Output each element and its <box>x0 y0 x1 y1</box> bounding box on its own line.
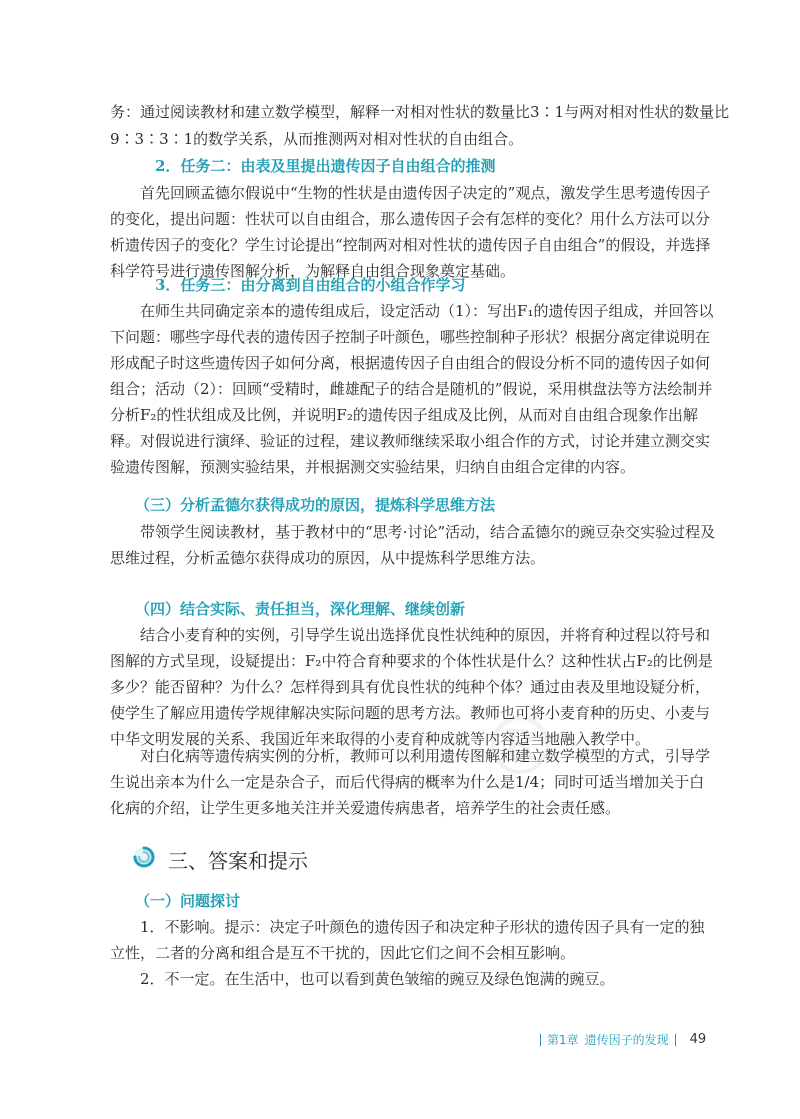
paragraph-task3: 在师生共同确定亲本的遗传组成后，设定活动（1）：写出F₁的遗传因子组成，并回答以下问题：哪些字母代表的遗传因子控制子叶颜色，哪些控制种子形状？根据分离定律说明在形成配子时这些遗传因子如何分离，根据遗传因子自由组合的假设分析不同的遗传因子如何组合；活动（2）：回顾“受精时，雌雄配子的结合是随机的”假说，采用棋盘法等方法绘制并分析F₂的性状组成及比例，并说明F₂的遗传因子组成及比例，从而对自由组合现象作出解释。 <box>110 302 714 450</box>
paragraph-deduction: 对假说进行演绎、验证的过程，建议教师继续采取小组合作的方式，讨论并建立测交实验遗传图解，预测实验结果，并根据测交实验结果，归纳自由组合定律的内容。 <box>110 432 711 476</box>
heading-task2: 2．任务二：由表及里提出遗传因子自由组合的推测 <box>155 157 496 175</box>
footer-divider <box>540 1034 541 1046</box>
paragraph-mendel: 带领学生阅读教材，基于教材中的“思考·讨论”活动，结合孟德尔的豌豆杂交实验过程及思维过程，分析孟德尔获得成功的原因，从中提炼科学思维方法。 <box>110 523 716 567</box>
paragraph-task2: 首先回顾孟德尔假说中“生物的性状是由遗传因子决定的”观点，激发学生思考遗传因子的变化，提出问题：性状可以自由组合，那么遗传因子会有怎样的变化？用什么方法可以分析遗传因子的变化？学生讨论提出“控制两对相对性状的遗传因子自由组合”的假设，并选择科学符号进行遗传图解分析，为解释自由组合现象奠定基础。 <box>110 184 711 280</box>
paragraph-line: 9∶3∶3∶1的数学关系，从而推测两对相对性状的自由组合。 <box>110 130 524 148</box>
heading-section-4: （四）结合实际、责任担当，深化理解、继续创新 <box>135 600 466 618</box>
page-footer <box>540 1031 720 1048</box>
section-title <box>132 844 308 874</box>
paragraph-line: 务：通过阅读教材和建立数学模型，解释一对相对性状的数量比3∶1与两对相对性状的数量比 <box>110 103 730 121</box>
footer-chapter: 第1章 <box>547 1033 579 1047</box>
heading-questions: （一）问题探讨 <box>135 892 241 910</box>
answer-1: 1．不影响。提示：决定子叶颜色的遗传因子和决定种子形状的遗传因子具有一定的独立性，二者的分离和组合是互不干扰的，因此它们之间不会相互影响。 <box>110 918 705 962</box>
heading-section-3: （三）分析孟德尔获得成功的原因，提炼科学思维方法 <box>135 496 496 514</box>
footer-divider <box>675 1034 676 1046</box>
swirl-icon <box>132 845 156 873</box>
section-title-text: 三、答案和提示 <box>168 848 308 873</box>
paragraph-albinism: 对白化病等遗传病实例的分析，教师可以利用遗传图解和建立数学模型的方式，引导学生说出亲本为什么一定是杂合子，而后代得病的概率为什么是1/4；同时可适当增加关于白化病的介绍，让学生更多地关注并关爱遗传病患者，培养学生的社会责任感。 <box>110 747 711 817</box>
answer-2: 2．不一定。在生活中，也可以看到黄色皱缩的豌豆及绿色饱满的豌豆。 <box>140 970 615 988</box>
paragraph-wheat: 结合小麦育种的实例，引导学生说出选择优良性状纯种的原因，并将育种过程以符号和图解的方式呈现，设疑提出：F₂中符合育种要求的个体性状是什么？这种性状占F₂的比例是多少？能否留种？为什么？怎样得到具有优良性状的纯种个体？通过由表及里地设疑分析，使学生了解应用遗传学规律解决实际问题的思考方法。教师也可将小麦育种的历史、小麦与中华文明发展的关系、我国近年来取得的小麦育种成就等内容适当地融入教学中。 <box>110 626 713 748</box>
footer-chapter-title: 遗传因子的发现 <box>584 1033 669 1047</box>
heading-task3: 3．任务三：由分离到自由组合的小组合作学习 <box>155 276 466 294</box>
page-number: 49 <box>689 1032 707 1047</box>
watermark: ® <box>480 700 560 793</box>
